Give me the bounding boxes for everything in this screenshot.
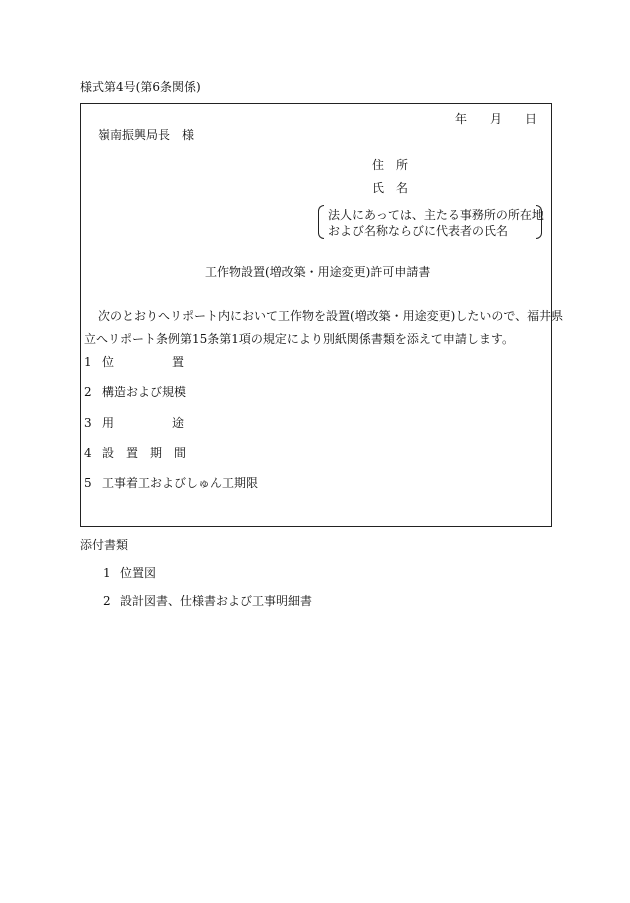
- date-year: 年: [455, 112, 468, 126]
- item-5-label: 工事着工およびしゅん工期限: [102, 476, 259, 490]
- body-line-1: 次のとおりへリポート内において工作物を設置(増改築・用途変更)したいので、福井県: [98, 309, 564, 323]
- attachments-heading: 添付書類: [80, 538, 129, 552]
- item-4-number: 4: [84, 446, 92, 460]
- applicant-name-label: 氏 名: [372, 181, 409, 195]
- corporation-note: [318, 205, 542, 241]
- attachment-2-text: 設計図書、仕様書および工事明細書: [120, 594, 313, 608]
- attachment-1-text: 位置図: [120, 566, 157, 580]
- item-2-number: 2: [84, 385, 92, 399]
- attachment-1-number: 1: [103, 566, 111, 580]
- date-month: 月: [490, 112, 503, 126]
- item-1-label-b: 置: [172, 355, 185, 369]
- corporation-note-line1: 法人にあっては、主たる事務所の所在地: [328, 208, 544, 222]
- corporation-note-line2: および名称ならびに代表者の氏名: [328, 224, 509, 238]
- form-number: 様式第4号(第6条関係): [80, 80, 201, 94]
- left-bracket: [318, 205, 324, 239]
- attachment-2-number: 2: [103, 594, 111, 608]
- item-1-label-a: 位: [102, 355, 115, 369]
- item-1-number: 1: [84, 355, 92, 369]
- item-3-number: 3: [84, 416, 92, 430]
- body-line-2: 立へリポート条例第15条第1項の規定により別紙関係書類を添えて申請します。: [84, 332, 514, 346]
- item-5-number: 5: [84, 476, 92, 490]
- date-day: 日: [525, 112, 538, 126]
- addressee: 嶺南振興局長 様: [98, 128, 195, 142]
- applicant-address-label: 住 所: [372, 158, 409, 172]
- item-4-label: 設 置 期 間: [102, 446, 187, 460]
- item-3-label-b: 途: [172, 416, 185, 430]
- item-2-label: 構造および規模: [102, 385, 187, 399]
- document-title: 工作物設置(増改築・用途変更)許可申請書: [205, 265, 431, 279]
- item-3-label-a: 用: [102, 416, 115, 430]
